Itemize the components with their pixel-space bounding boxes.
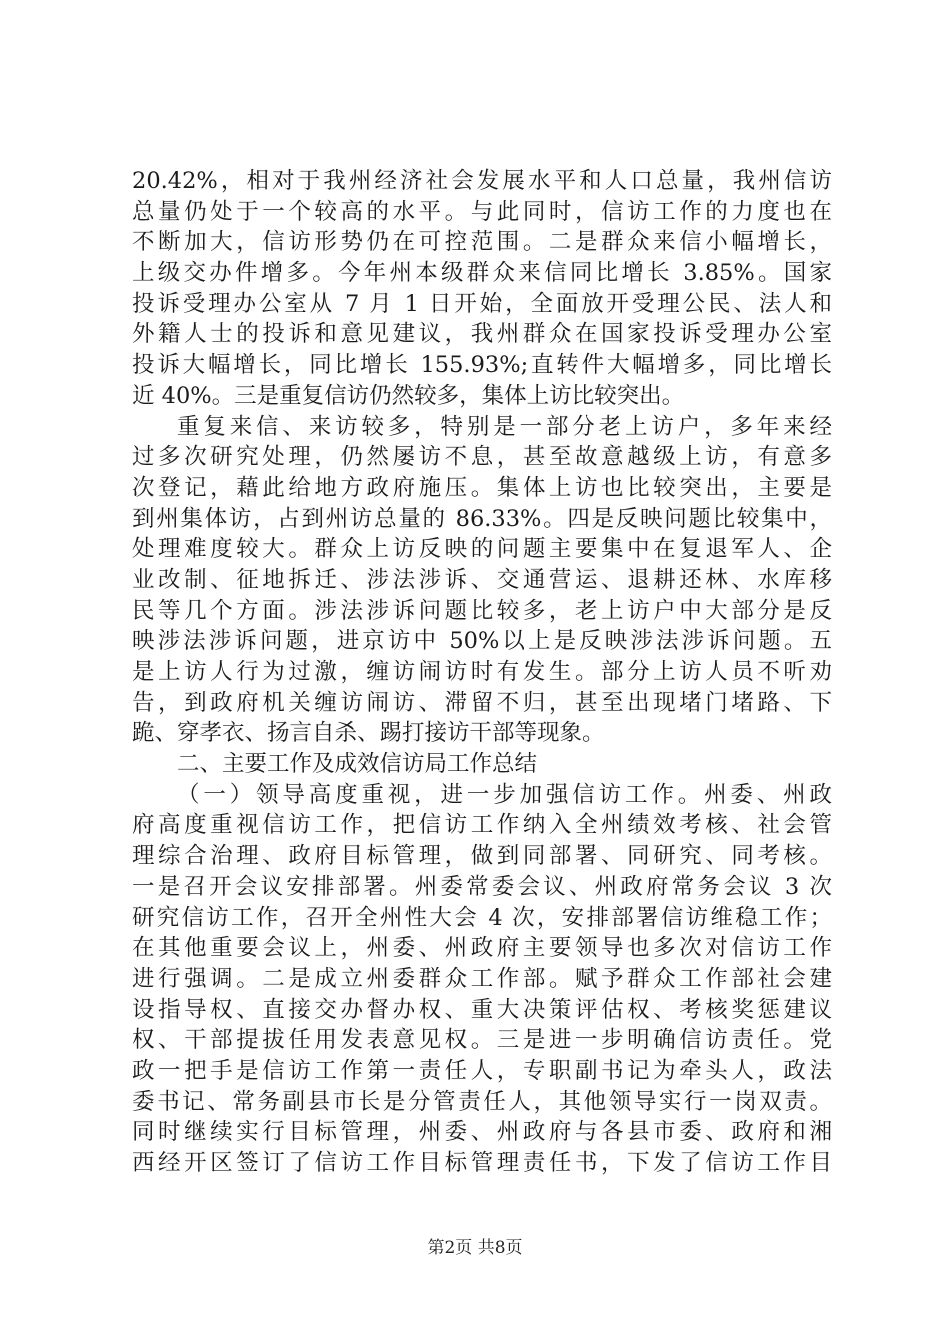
text-line: 委书记、常务副县市长是分管责任人，其他领导实行一岗双责。 xyxy=(132,1088,832,1115)
text-line: 投诉大幅增长，同比增长 155.93%;直转件大幅增多，同比增长 xyxy=(132,352,832,379)
text-line: 过多次研究处理，仍然屡访不息，甚至故意越级上访，有意多 xyxy=(132,444,832,471)
text-line: 20.42%，相对于我州经济社会发展水平和人口总量，我州信访 xyxy=(132,168,832,194)
text-line: （一）领导高度重视，进一步加强信访工作。州委、州政 xyxy=(177,781,832,808)
text-line: 是上访人行为过激，缠访闹访时有发生。部分上访人员不听劝 xyxy=(132,659,832,685)
text-line: 政一把手是信访工作第一责任人，专职副书记为牵头人，政法 xyxy=(132,1057,832,1084)
text-line: 理综合治理、政府目标管理，做到同部署、同研究、同考核。 xyxy=(132,843,832,870)
text-line: 次登记，藉此给地方政府施压。集体上访也比较突出，主要是 xyxy=(132,474,832,501)
text-line: 重复来信、来访较多，特别是一部分老上访户，多年来经 xyxy=(177,413,832,440)
text-line: 处理难度较大。群众上访反映的问题主要集中在复退军人、企 xyxy=(132,536,832,563)
text-line: 到州集体访，占到州访总量的 86.33%。四是反映问题比较集中， xyxy=(132,505,832,532)
text-line: 不断加大，信访形势仍在可控范围。二是群众来信小幅增长， xyxy=(132,229,832,256)
text-line: 跪、穿孝衣、扬言自杀、踢打接访干部等现象。 xyxy=(132,720,605,747)
text-line: 业改制、征地拆迁、涉法涉诉、交通营运、退耕还林、水库移 xyxy=(132,566,832,593)
document-body xyxy=(132,166,832,1179)
text-line: 投诉受理办公室从 7 月 1 日开始，全面放开受理公民、法人和 xyxy=(132,290,832,317)
section-heading: 二、主要工作及成效信访局工作总结 xyxy=(177,751,538,778)
text-line: 西经开区签订了信访工作目标管理责任书，下发了信访工作目 xyxy=(132,1150,832,1176)
text-line: 研究信访工作，召开全州性大会 4 次，安排部署信访维稳工作； xyxy=(132,904,832,931)
text-line: 府高度重视信访工作，把信访工作纳入全州绩效考核、社会管 xyxy=(132,812,832,839)
text-line: 在其他重要会议上，州委、州政府主要领导也多次对信访工作 xyxy=(132,935,832,962)
text-line: 上级交办件增多。今年州本级群众来信同比增长 3.85%。国家 xyxy=(132,260,832,287)
page-number-footer: 第2页 共8页 xyxy=(427,1238,523,1258)
text-line: 总量仍处于一个较高的水平。与此同时，信访工作的力度也在 xyxy=(132,198,832,225)
text-line: 同时继续实行目标管理，州委、州政府与各县市委、政府和湘 xyxy=(132,1119,832,1146)
text-line: 权、干部提拔任用发表意见权。三是进一步明确信访责任。党 xyxy=(132,1027,832,1054)
text-line: 进行强调。二是成立州委群众工作部。赋予群众工作部社会建 xyxy=(132,965,832,992)
text-line: 近 40%。三是重复信访仍然较多，集体上访比较突出。 xyxy=(132,382,685,409)
text-line: 外籍人士的投诉和意见建议，我州群众在国家投诉受理办公室 xyxy=(132,321,832,348)
text-line: 告，到政府机关缠访闹访、滞留不归，甚至出现堵门堵路、下 xyxy=(132,689,832,716)
text-line: 民等几个方面。涉法涉诉问题比较多，老上访户中大部分是反 xyxy=(132,597,832,624)
text-line: 映涉法涉诉问题，进京访中 50%以上是反映涉法涉诉问题。五 xyxy=(132,628,832,655)
text-line: 一是召开会议安排部署。州委常委会议、州政府常务会议 3 次 xyxy=(132,873,832,900)
text-line: 设指导权、直接交办督办权、重大决策评估权、考核奖惩建议 xyxy=(132,996,832,1023)
